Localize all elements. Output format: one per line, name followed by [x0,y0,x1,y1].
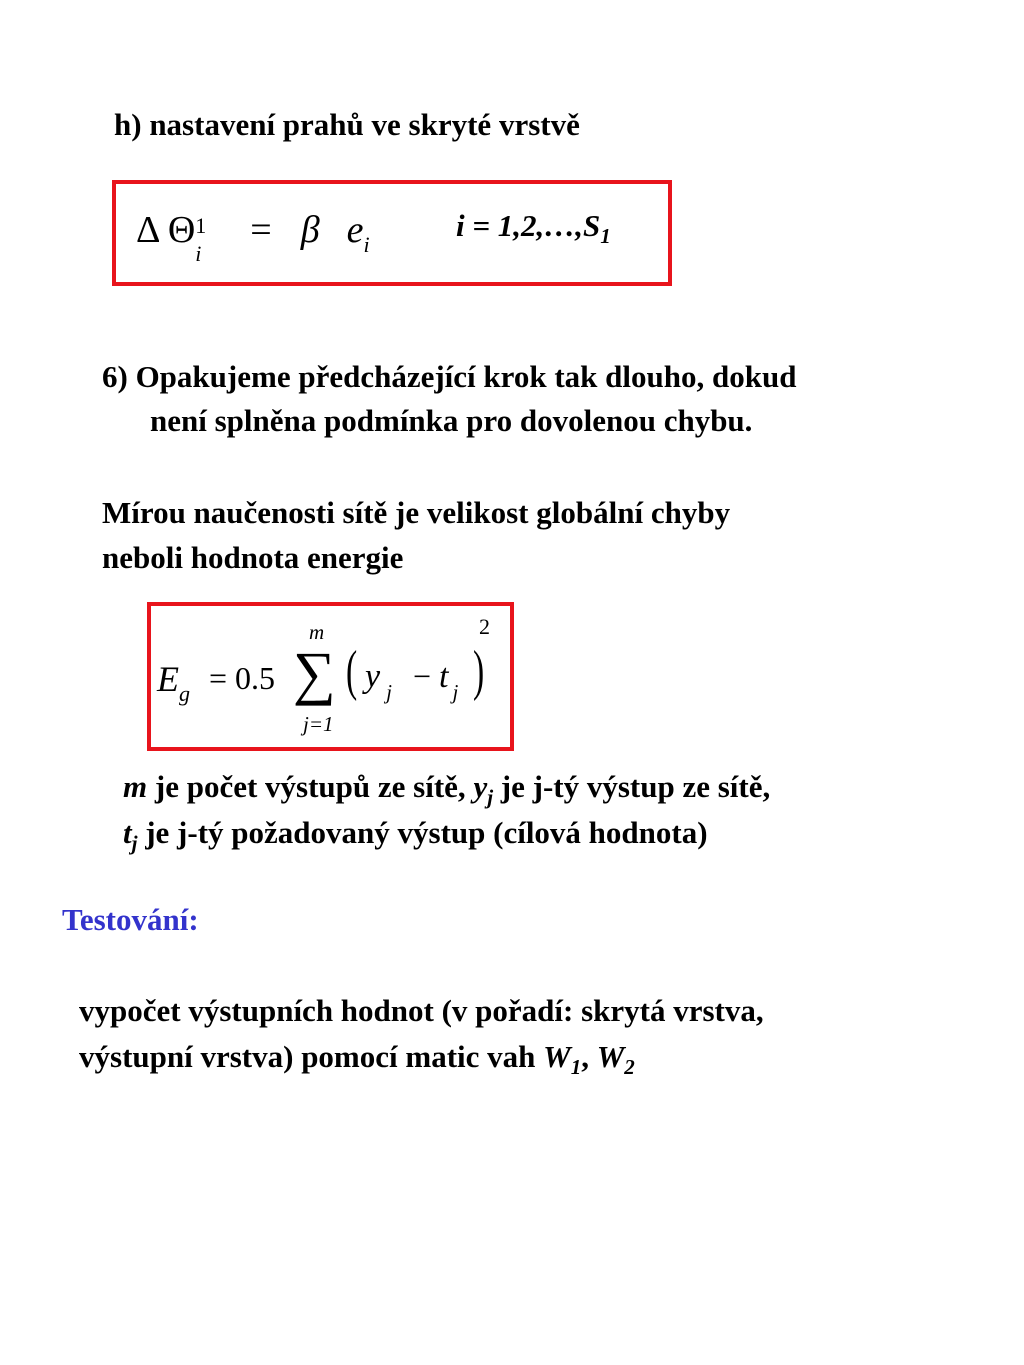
left-paren: ( [346,640,358,702]
step6-line2: není splněna podmínka pro dovolenou chybu. [150,403,753,438]
index-range [456,208,611,249]
index-range-text: i = 1,2,…,S [456,208,601,243]
index-range-subscript: 1 [600,224,611,249]
equals-sign: = [250,209,272,251]
target-t [439,658,459,704]
sum-upper-limit: m [309,620,325,644]
testing-title: Testování: [62,902,199,937]
energy-symbol [157,658,190,706]
legend-y-subscript: j [487,785,494,810]
theta-superscript: 1 [195,213,207,238]
legend-line2 [123,810,708,866]
output-y-subscript: j [386,680,392,704]
theta-subscript: i [195,241,202,266]
minus-sign: − [413,658,432,694]
legend-part3: je j-tý požadovaný výstup (cílová hodnota) [137,815,708,850]
compute-line2 [79,1034,635,1090]
delta-symbol: Δ [136,209,159,251]
measure-line1: Mírou naučenosti sítě je velikost globální chyby [102,495,731,530]
sum-lower-limit: j=1 [303,712,334,736]
beta-symbol: β [300,209,320,251]
legend-t: t [123,815,132,850]
theta-symbol: Θ [167,209,196,251]
weight-w1: W [543,1039,571,1074]
energy-equation-box [147,602,514,751]
measure-line2: neboli hodnota energie [102,540,404,575]
target-t-subscript: j [452,680,459,704]
output-y [365,658,392,704]
equals-coefficient: = 0.5 [209,660,276,696]
weight-w1-subscript: 1 [570,1055,582,1080]
threshold-equation [136,208,370,266]
error-subscript: i [363,232,370,257]
legend-t-subscript: j [131,831,138,856]
output-y-symbol: y [365,658,381,695]
energy-E: E [157,659,179,699]
legend-y: y [473,769,488,804]
compute-line1: vypočet výstupních hodnot (v pořadí: skrytá vrstva, [79,993,764,1028]
legend-m: m [123,769,148,804]
power-exponent: 2 [479,614,490,639]
compute-line2-text: výstupní vrstva) pomocí matic vah [79,1039,544,1074]
legend-part2: je j-tý výstup ze sítě, [493,769,771,804]
error-symbol: e [346,209,364,251]
section-h-heading: h) nastavení prahů ve skryté vrstvě [114,107,580,142]
theta-group [167,208,207,266]
weight-separator: , [581,1039,597,1074]
threshold-equation-box [112,180,672,286]
sigma-symbol: ∑ [293,640,336,706]
step6-line1: 6) Opakujeme předcházející krok tak dlouho, dokud [102,359,797,394]
right-paren: ) [473,640,485,702]
weight-w2: W [596,1039,625,1074]
target-t-symbol: t [439,658,449,695]
legend-part1: je počet výstupů ze sítě, [147,769,474,804]
energy-subscript: g [179,681,190,706]
weight-w2-subscript: 2 [624,1055,635,1080]
